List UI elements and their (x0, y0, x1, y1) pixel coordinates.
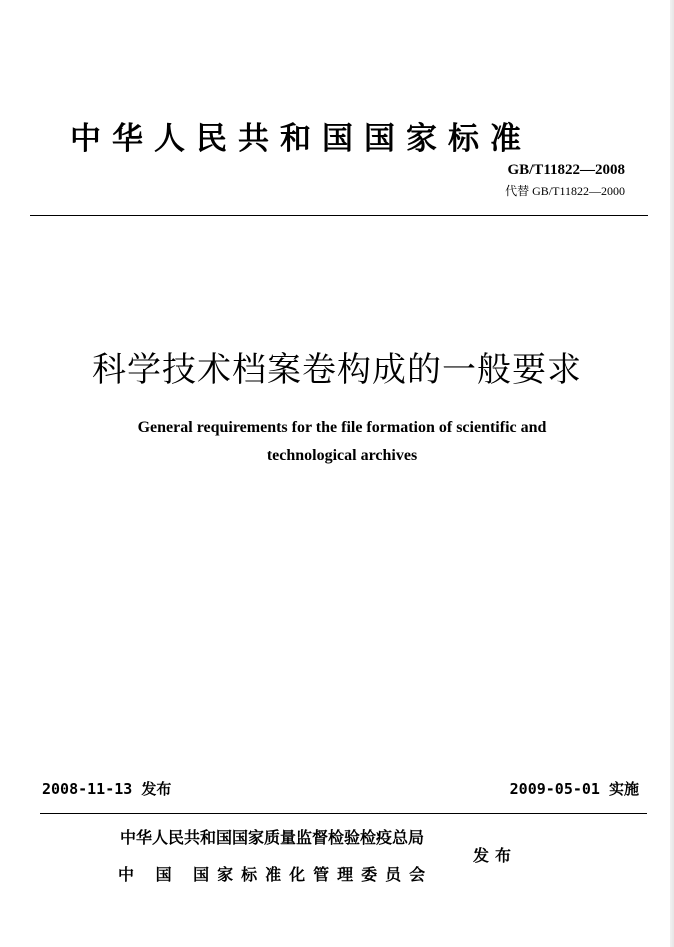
page-edge-shadow (670, 0, 674, 947)
document-title-english (90, 414, 594, 470)
english-title-line-2: technological archives (266, 447, 418, 464)
replaces-standard: 代替 GB/T11822—2000 (505, 184, 625, 198)
footer-divider (40, 813, 647, 814)
document-title-chinese: 科学技术档案卷构成的一般要求 (92, 350, 582, 390)
implementation-date: 2009-05-01 实施 (509, 780, 639, 798)
issuing-authority-2: 中 国 国家标准化管理委员会 (118, 865, 434, 884)
header-divider (30, 215, 648, 216)
publish-date: 2008-11-13 发布 (42, 780, 172, 798)
issued-label: 发布 (473, 846, 518, 865)
standard-category-title: 中华人民共和国国家标准 (70, 121, 532, 157)
issuing-authority-1: 中华人民共和国国家质量监督检验检疫总局 (120, 828, 425, 847)
english-title-line-1: General requirements for the file formation of scientific and (137, 419, 547, 436)
standard-number: GB/T11822—2008 (507, 162, 625, 178)
